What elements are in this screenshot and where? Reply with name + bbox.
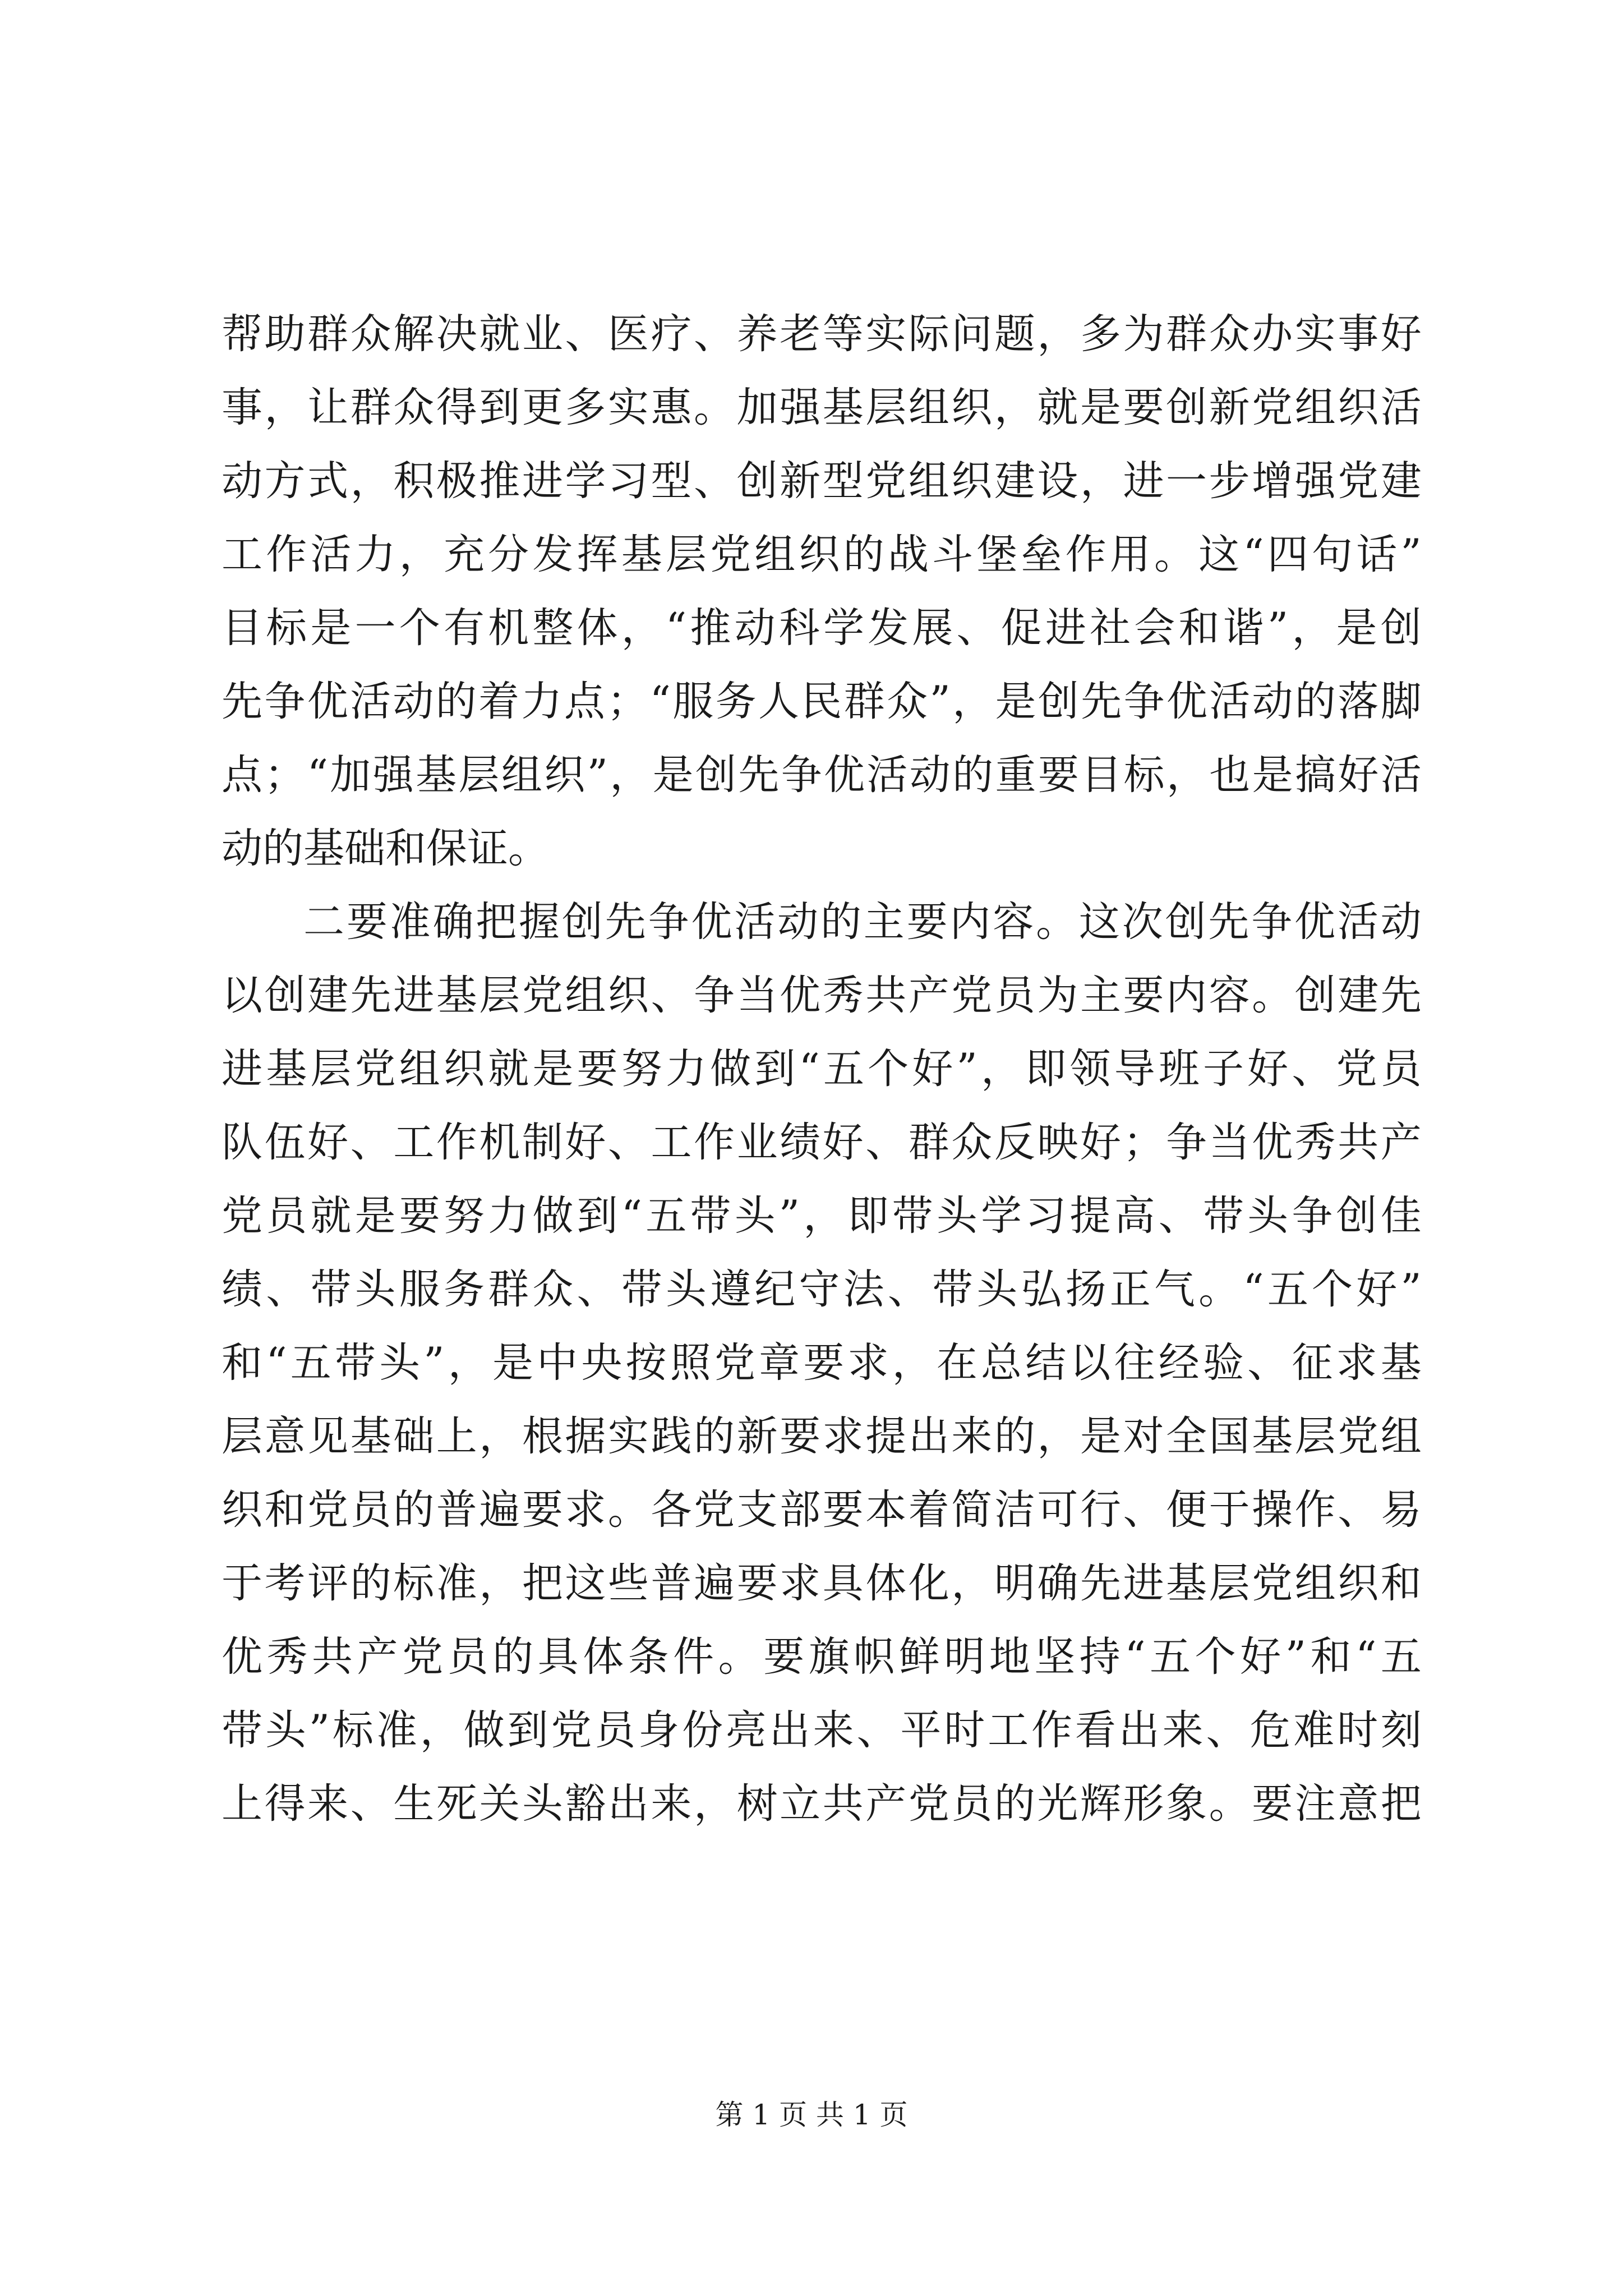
paragraph-first-line: 二 要 准 确 把 握 创 先 争 优 活 动 的 主 要 内 容 。 这 次 创 先 争 优 活 动 [303, 898, 1422, 946]
text-line: 先 争 优 活 动 的 着 力 点 ； “ 服 务 人 民 群 众 ” ， 是 创 先 争 优 活 动 的 落 脚 [222, 678, 1422, 725]
text-line: 于 考 评 的 标 准 ， 把 这 些 普 遍 要 求 具 体 化 ， 明 确 先 进 基 层 党 组 织 和 [222, 1559, 1422, 1607]
text-line: 目 标 是 一 个 有 机 整 体 ， “ 推 动 科 学 发 展 、 促 进 社 会 和 谐 ” ， 是 创 [222, 604, 1422, 652]
text-line: 绩 、 带 头 服 务 群 众 、 带 头 遵 纪 守 法 、 带 头 弘 扬 正 气 。 “ 五 个 好 ” [222, 1266, 1422, 1313]
text-line: 层 意 见 基 础 上 ， 根 据 实 践 的 新 要 求 提 出 来 的 ， 是 对 全 国 基 层 党 组 [222, 1412, 1422, 1460]
text-line: 队 伍 好 、 工 作 机 制 好 、 工 作 业 绩 好 、 群 众 反 映 好 ； 争 当 优 秀 共 产 [222, 1119, 1422, 1166]
text-line: 上 得 来 、 生 死 关 头 豁 出 来 ， 树 立 共 产 党 员 的 光 辉 形 象 。 要 注 意 把 [222, 1780, 1422, 1828]
text-line: 动 方 式 ， 积 极 推 进 学 习 型 、 创 新 型 党 组 织 建 设 ， 进 一 步 增 强 党 建 [222, 457, 1422, 505]
text-line: 带 头 ” 标 准 ， 做 到 党 员 身 份 亮 出 来 、 平 时 工 作 看 出 来 、 危 难 时 刻 [222, 1706, 1422, 1754]
text-line: 党 员 就 是 要 努 力 做 到 “ 五 带 头 ” ， 即 带 头 学 习 提 高 、 带 头 争 创 佳 [222, 1192, 1422, 1240]
text-line: 以 创 建 先 进 基 层 党 组 织 、 争 当 优 秀 共 产 党 员 为 主 要 内 容 。 创 建 先 [222, 972, 1422, 1019]
text-line: 进 基 层 党 组 织 就 是 要 努 力 做 到 “ 五 个 好 ” ， 即 领 导 班 子 好 、 党 员 [222, 1045, 1422, 1093]
text-line: 工 作 活 力 ， 充 分 发 挥 基 层 党 组 织 的 战 斗 堡 垒 作 用 。 这 “ 四 句 话 ” [222, 531, 1422, 578]
text-line: 事 ， 让 群 众 得 到 更 多 实 惠 。 加 强 基 层 组 织 ， 就 是 要 创 新 党 组 织 活 [222, 384, 1422, 431]
text-line: 帮 助 群 众 解 决 就 业 、 医 疗 、 养 老 等 实 际 问 题 ， 多 为 群 众 办 实 事 好 [222, 310, 1422, 358]
text-line: 优 秀 共 产 党 员 的 具 体 条 件 。 要 旗 帜 鲜 明 地 坚 持 “ 五 个 好 ” 和 “ 五 [222, 1633, 1422, 1681]
page-number-footer: 第 1 页 共 1 页 [715, 2099, 908, 2131]
body-text [222, 297, 1422, 1841]
text-line: 点 ； “ 加 强 基 层 组 织 ” ， 是 创 先 争 优 活 动 的 重 要 目 标 ， 也 是 搞 好 活 [222, 751, 1422, 799]
text-line: 动的基础和保证。 [222, 825, 549, 872]
text-line: 织 和 党 员 的 普 遍 要 求 。 各 党 支 部 要 本 着 简 洁 可 行 、 便 于 操 作 、 易 [222, 1486, 1422, 1534]
text-line: 和 “ 五 带 头 ” ， 是 中 央 按 照 党 章 要 求 ， 在 总 结 以 往 经 验 、 征 求 基 [222, 1339, 1422, 1387]
